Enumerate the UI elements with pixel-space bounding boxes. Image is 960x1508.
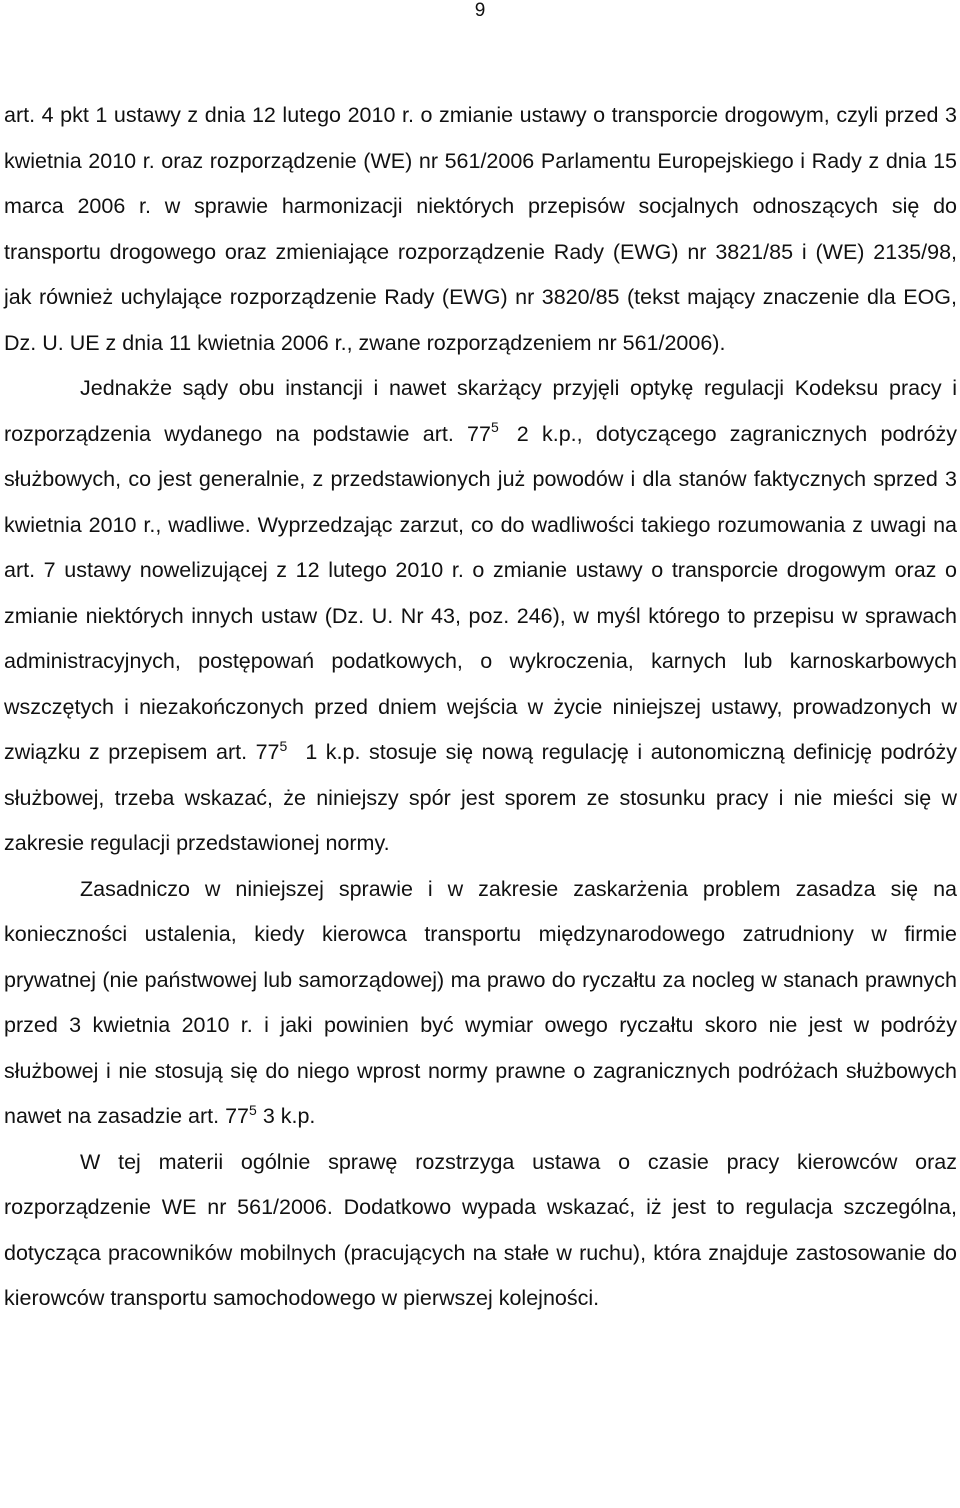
page-number: 9	[474, 0, 486, 21]
paragraph-2-part-b: 2 k.p., dotyczącego zagranicznych podróży służbowych, co jest generalnie, z przedstawionych już powodów i dla stanów faktycznych sprzed 3 kwietnia 2010 r., wadliwe. Wyprzedzając zarzut, co do wadliwości takiego rozumowania z uwagi na art. 7 ustawy nowelizującej z 12 lutego 2010 r. o zmianie ustawy o transporcie drogowym oraz o zmianie niektórych innych ustaw (Dz. U. Nr 43, poz. 246), w myśl którego to przepisu w sprawach administracyjnych, postępowań podatkowych, o wykroczenia, karnych lub karnoskarbowych wszczętych i niezakończonych przed dniem wejścia w życie niniejszej ustawy, prowadzonych w związku z przepisem art. 77	[4, 421, 957, 764]
paragraph-2-part-c: 1 k.p. stosuje się nową regulację i autonomiczną definicję podróży służbowej, trzeba wskazać, że niniejszy spór jest sporem ze stosunku pracy i nie mieści się w zakresie regulacji przedstawionej normy.	[4, 740, 957, 855]
paragraph-2-part-a: Jednakże sądy obu instancji i nawet skarżący przyjęli optykę regulacji Kodeksu pracy i rozporządzenia wydanego na podstawie art. 77	[4, 376, 957, 446]
superscript-article-number: 5	[490, 419, 499, 436]
paragraph-3-part-b: 3 k.p.	[262, 1104, 316, 1128]
superscript-article-number: 5	[279, 737, 288, 754]
superscript-article-number: 5	[249, 1101, 257, 1118]
paragraph-4: W tej materii ogólnie sprawę rozstrzyga ustawa o czasie pracy kierowców oraz rozporządzenie WE nr 561/2006. Dodatkowo wypada wskazać, iż jest to regulacja szczególna, dotycząca pracowników mobilnych (pracujących na stałe w ruchu), która znajduje zastosowanie do kierowców transportu samochodowego w pierwszej kolejności.	[4, 1149, 957, 1310]
paragraph-2	[4, 366, 957, 867]
paragraph-3-part-a: Zasadniczo w niniejszej sprawie i w zakresie zaskarżenia problem zasadza się na konieczności ustalenia, kiedy kierowca transportu międzynarodowego zatrudniony w firmie prywatnej (nie państwowej lub samorządowej) ma prawo do ryczałtu za nocleg w stanach prawnych przed 3 kwietnia 2010 r. i jaki powinien być wymiar owego ryczałtu skoro nie jest w podróży służbowej i nie stosują się do niego wprost normy prawne o zagranicznych podróżach służbowych nawet na zasadzie art. 77	[4, 876, 957, 1128]
paragraph-1: art. 4 pkt 1 ustawy z dnia 12 lutego 2010 r. o zmianie ustawy o transporcie drogowym, czyli przed 3 kwietnia 2010 r. oraz rozporządzenie (WE) nr 561/2006 Parlamentu Europejskiego i Rady z dnia 15 marca 2006 r. w sprawie harmonizacji niektórych przepisów socjalnych odnoszących się do transportu drogowego oraz zmieniające rozporządzenie Rady (EWG) nr 3821/85 i (WE) 2135/98, jak również uchylające rozporządzenie Rady (EWG) nr 3820/85 (tekst mający znaczenie dla EOG, Dz. U. UE z dnia 11 kwietnia 2006 r., zwane rozporządzeniem nr 561/2006).	[4, 103, 957, 355]
paragraph-3	[4, 867, 957, 1140]
document-body	[4, 93, 957, 1322]
